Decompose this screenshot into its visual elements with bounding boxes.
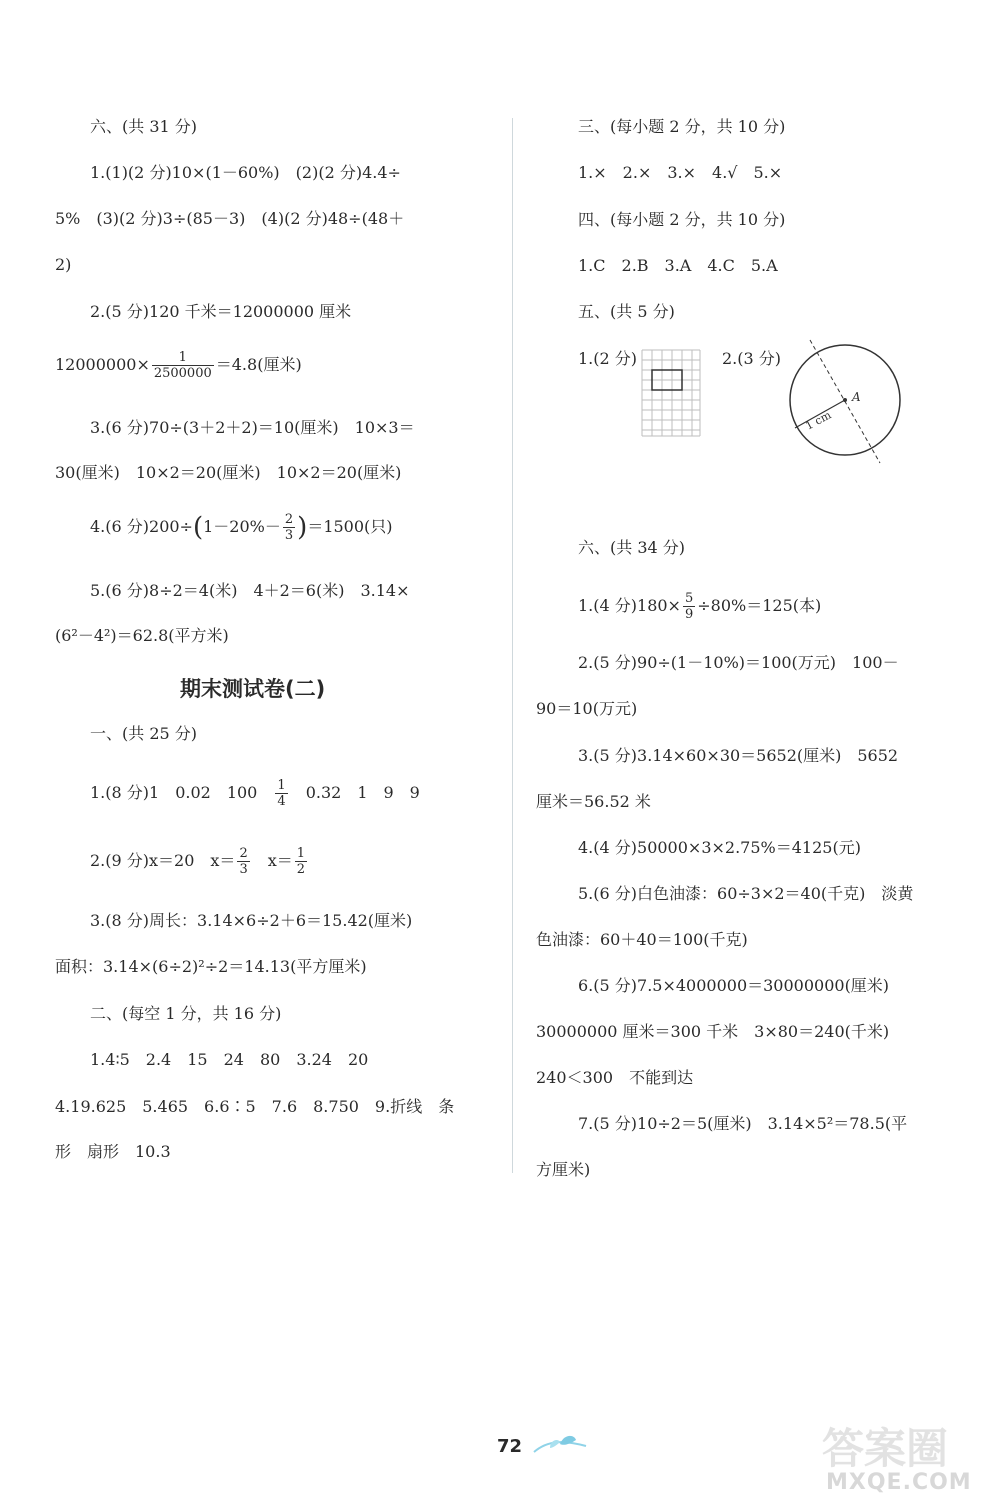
denominator: 9: [684, 607, 694, 622]
answer-line: 3.(6 分)70÷(3＋2＋2)＝10(厘米) 10×3＝: [90, 418, 415, 437]
fraction: [275, 778, 287, 809]
column-divider: [512, 118, 513, 1173]
answer-label: 1.(2 分): [578, 349, 638, 368]
section-4-title: 四、(每小题 2 分，共 10 分): [578, 210, 786, 229]
section-3-title: 三、(每小题 2 分，共 10 分): [578, 117, 786, 136]
answer-line-fraction: [55, 350, 302, 381]
denominator: 2: [296, 862, 306, 877]
denominator: 3: [239, 862, 248, 877]
answer-line: (6²－4²)＝62.8(平方米): [55, 626, 229, 645]
answer-line: 2): [55, 255, 72, 274]
text: ＝4.8(厘米): [215, 355, 302, 374]
text: 2.(9 分)x＝20 x＝: [90, 851, 236, 870]
exam-title: 期末测试卷(二): [180, 677, 326, 701]
fraction: [283, 512, 295, 543]
answer-line-fraction: [90, 778, 420, 809]
text: 0.32 1 9 9: [305, 783, 420, 802]
watermark-logo: 答案圈: [822, 1424, 949, 1473]
answer-line: 1.(1)(2 分)10×(1－60%) (2)(2 分)4.4÷: [90, 163, 401, 182]
answer-line-fraction: [578, 591, 821, 622]
section-1-title: 一、(共 25 分): [90, 724, 198, 743]
section-5-title: 五、(共 5 分): [578, 302, 675, 321]
numerator: 2: [239, 846, 248, 861]
answer-line: 4.(4 分)50000×3×2.75%＝4125(元): [578, 838, 861, 857]
grid-figure: [640, 348, 702, 438]
answer-line: 方厘米): [536, 1160, 591, 1179]
numerator: 1: [178, 350, 187, 365]
denominator: 4: [277, 794, 286, 809]
section-6-title: 六、(共 31 分): [90, 117, 198, 136]
text: 1.(4 分)180×: [578, 596, 681, 615]
denominator: 3: [284, 528, 294, 543]
answer-line-fraction: [90, 512, 393, 543]
numerator: 5: [684, 591, 694, 606]
answer-line: 240＜300 不能到达: [536, 1068, 694, 1087]
answer-label: 2.(3 分): [722, 349, 782, 368]
answer-line: 7.(5 分)10÷2＝5(厘米) 3.14×5²＝78.5(平: [578, 1114, 908, 1133]
answer-line: 5.(6 分)8÷2＝4(米) 4＋2＝6(米) 3.14×: [90, 581, 410, 600]
text: 1－20%－: [203, 517, 281, 536]
numerator: 2: [284, 512, 294, 527]
answer-line: 形 扇形 10.3: [55, 1142, 171, 1161]
answer-line: 面积：3.14×(6÷2)²÷2＝14.13(平方厘米): [55, 957, 367, 976]
page-number: 72: [497, 1436, 523, 1457]
answer-line-fraction: [90, 846, 309, 877]
section-2-title: 二、(每空 1 分，共 16 分): [90, 1004, 282, 1023]
text: ＝1500(只): [307, 517, 393, 536]
answer-line: 3.(8 分)周长：3.14×6÷2＋6＝15.42(厘米): [90, 911, 413, 930]
answer-line: 90＝10(万元): [536, 699, 638, 718]
answer-line: 1.C 2.B 3.A 4.C 5.A: [578, 256, 778, 275]
leaf-ornament-icon: [530, 1432, 590, 1460]
text: ÷80%＝125(本): [697, 596, 822, 615]
answer-line: 4.19.625 5.465 6.6∶5 7.6 8.750 9.折线 条: [55, 1097, 455, 1116]
fraction: [152, 350, 214, 381]
answer-line: 5% (3)(2 分)3÷(85－3) (4)(2 分)48÷(48＋: [55, 209, 405, 228]
radius-label: 1 cm: [803, 408, 834, 433]
fraction: [683, 591, 695, 622]
fraction: [237, 846, 249, 877]
answer-line: 30(厘米) 10×2＝20(厘米) 10×2＝20(厘米): [55, 463, 402, 482]
numerator: 1: [296, 846, 306, 861]
answer-line: 2.(5 分)120 千米＝12000000 厘米: [90, 302, 352, 321]
answer-line: 6.(5 分)7.5×4000000＝30000000(厘米): [578, 976, 890, 995]
answer-line: 5.(6 分)白色油漆：60÷3×2＝40(千克) 淡黄: [578, 884, 914, 903]
answer-line: 30000000 厘米＝300 千米 3×80＝240(千米): [536, 1022, 890, 1041]
watermark-site: MXQE.COM: [826, 1470, 972, 1495]
answer-line: 3.(5 分)3.14×60×30＝5652(厘米) 5652: [578, 746, 899, 765]
text: 12000000×: [55, 355, 150, 374]
paren-open: (: [192, 512, 204, 543]
paren-close: ): [297, 512, 308, 543]
section-6-title: 六、(共 34 分): [578, 538, 686, 557]
text: 4.(6 分)200÷: [90, 517, 193, 536]
point-label: A: [852, 390, 861, 404]
answer-line: 色油漆：60＋40＝100(千克): [536, 930, 748, 949]
denominator: 2500000: [153, 366, 212, 381]
circle-figure: [780, 338, 920, 468]
numerator: 1: [277, 778, 286, 793]
answer-line: 厘米＝56.52 米: [536, 792, 651, 811]
text: x＝: [267, 851, 293, 870]
answer-line: 1.× 2.× 3.× 4.√ 5.×: [578, 163, 783, 182]
answer-line: 1.4∶5 2.4 15 24 80 3.24 20: [90, 1050, 369, 1069]
text: 1.(8 分)1 0.02 100: [90, 783, 258, 802]
answer-line: 2.(5 分)90÷(1－10%)＝100(万元) 100－: [578, 653, 899, 672]
fraction: [295, 846, 307, 877]
